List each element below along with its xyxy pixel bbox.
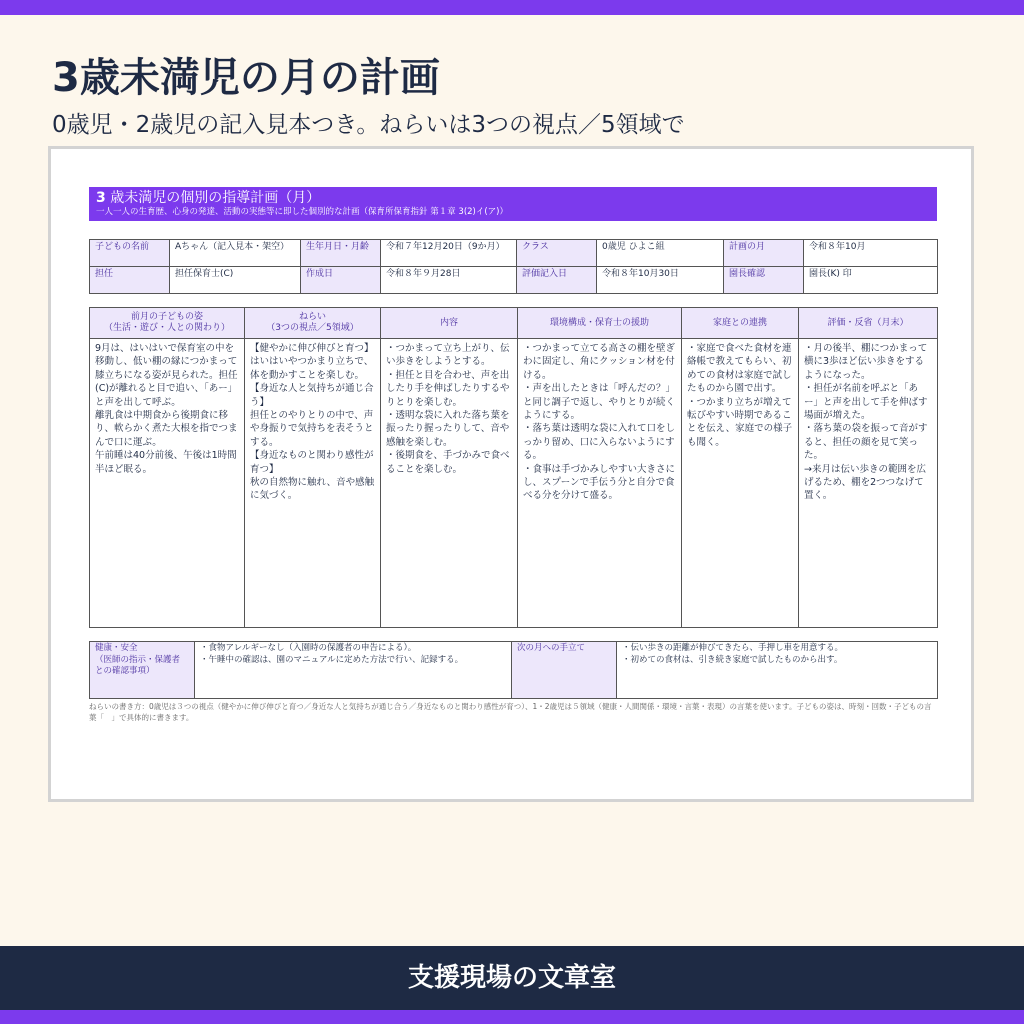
bottom-table — [89, 641, 938, 699]
class-value: 0歳児 ひよこ組 — [597, 240, 724, 267]
created-value: 令和８年９月28日 — [381, 267, 517, 294]
column-header-aims: ねらい （3つの視点／5領域） — [245, 308, 381, 339]
child-name-label: 子どもの名前 — [90, 240, 170, 267]
document-header — [89, 187, 937, 221]
birth-value: 令和７年12月20日（9か月） — [381, 240, 517, 267]
eval-date-value: 令和８年10月30日 — [597, 267, 724, 294]
cell-family: ・家庭で食べた食材を連絡帳で教えてもらい、初めての食材は家庭で試したものから園で出す。 ・つかまり立ちが増えて転びやすい時期であることを伝え、家庭での様子も聞く。 — [682, 339, 799, 628]
page-title: 3歳未満児の月の計画 — [52, 55, 440, 101]
column-header-content: 内容 — [381, 308, 518, 339]
cell-evaluation: ・月の後半、棚につかまって横に3歩ほど伝い歩きをするようになった。 ・担任が名前を呼ぶと「あー」と声を出して手を伸ばす場面が増えた。 ・落ち葉の袋を振って音がすると、担任の顔を見て笑った。 →来月は伝い歩きの範囲を広げるため、棚を2つつなげて置く。 — [799, 339, 938, 628]
plan-month-value: 令和８年10月 — [804, 240, 938, 267]
cell-aims: 【健やかに伸び伸びと育つ】 はいはいやつかまり立ちで、体を動かすことを楽しむ。 【身近な人と気持ちが通じ合う】 担任とのやりとりの中で、声や身振りで気持ちを表そうとする。 【身近なものと関わり感性が育つ】 秋の自然物に触れ、音や感触に気づく。 — [245, 339, 381, 628]
top-accent-bar — [0, 0, 1024, 15]
eval-date-label: 評価記入日 — [517, 267, 597, 294]
writing-note: ねらいの書き方：0歳児は３つの視点（健やかに伸び伸びと育つ／身近な人と気持ちが通じ合う／身近なものと関わり感性が育つ）、1・2歳児は５領域（健康・人間関係・環境・言葉・表現）の言葉を使います。子どもの姿は、時刻・回数・子どもの言葉「 」で具体的に書きます。 — [89, 702, 932, 722]
health-safety-label: 健康・安全 （医師の指示・保護者 との確認事項） — [90, 642, 195, 699]
created-label: 作成日 — [301, 267, 381, 294]
next-month-label: 次の月への手立て — [512, 642, 617, 699]
health-safety-value: ・食物アレルギーなし（入園時の保護者の申告による）。 ・午睡中の確認は、園のマニュアルに定めた方法で行い、記録する。 — [195, 642, 512, 699]
document-subtitle: 一人一人の生育歴、心身の発達、活動の実態等に即した個別的な計画（保育所保育指針 第１章 3(2)イ(ア)） — [96, 207, 508, 217]
column-header-environment: 環境構成・保育士の援助 — [518, 308, 682, 339]
director-label: 園長確認 — [724, 267, 804, 294]
monthly-plan-table — [89, 307, 938, 628]
column-header-previous: 前月の子どもの姿 （生活・遊び・人との関わり） — [90, 308, 245, 339]
child-name-value: Aちゃん（記入見本・架空） — [170, 240, 301, 267]
cell-environment: ・つかまって立てる高さの棚を壁ぎわに固定し、角にクッション材を付ける。 ・声を出したときは「呼んだの？」と同じ調子で返し、やりとりが続くようにする。 ・落ち葉は透明な袋に入れて口をしっかり留め、口に入らないようにする。 ・食事は手づかみしやすい大きさにし、スプーンで手伝う分と自分で食べる分を分けて盛る。 — [518, 339, 682, 628]
document-title: 3 歳未満児の個別の指導計画（月） — [96, 190, 321, 206]
document-preview — [48, 146, 974, 802]
cell-previous: 9月は、はいはいで保育室の中を移動し、低い棚の縁につかまって膝立ちになる姿が見られた。担任(C)が離れると目で追い、「あー」と声を出して呼ぶ。 離乳食は中期食から後期食に移り、軟らかく煮た大根を指でつまんで口に運ぶ。 午前睡は40分前後、午後は1時間半ほど眠る。 — [90, 339, 245, 628]
class-label: クラス — [517, 240, 597, 267]
birth-label: 生年月日・月齢 — [301, 240, 381, 267]
column-header-evaluation: 評価・反省（月末） — [799, 308, 938, 339]
plan-month-label: 計画の月 — [724, 240, 804, 267]
bottom-accent-bar — [0, 1010, 1024, 1024]
cell-content: ・つかまって立ち上がり、伝い歩きをしようとする。 ・担任と目を合わせ、声を出したり手を伸ばしたりするやりとりを楽しむ。 ・透明な袋に入れた落ち葉を振ったり握ったりして、音や感触を楽しむ。 ・後期食を、手づかみで食べることを楽しむ。 — [381, 339, 518, 628]
next-month-value: ・伝い歩きの距離が伸びてきたら、手押し車を用意する。 ・初めての食材は、引き続き家庭で試したものから出す。 — [617, 642, 938, 699]
page-subtitle: 0歳児・2歳児の記入見本つき。ねらいは3つの視点／5領域で — [52, 112, 685, 138]
child-info-table — [89, 239, 938, 294]
footer-brand: 支援現場の文章室 — [0, 946, 1024, 1010]
director-value: 園長(K) 印 — [804, 267, 938, 294]
teacher-label: 担任 — [90, 267, 170, 294]
teacher-value: 担任保育士(C) — [170, 267, 301, 294]
column-header-family: 家庭との連携 — [682, 308, 799, 339]
